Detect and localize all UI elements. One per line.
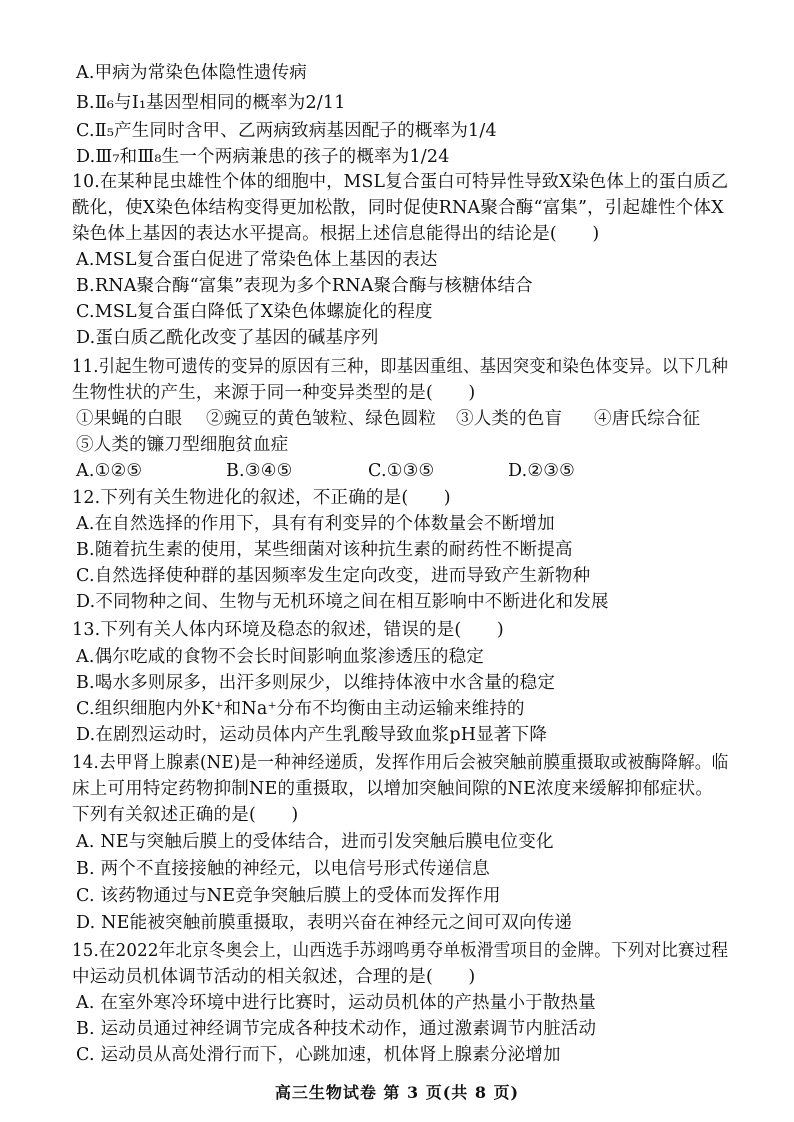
q13-option-d: D.在剧烈运动时，运动员体内产生乳酸导致血浆pH显著下降 — [76, 725, 548, 745]
q12-option-c: C.自然选择使种群的基因频率发生定向改变，进而导致产生新物种 — [76, 566, 591, 586]
q9-option-d: D.Ⅲ₇和Ⅲ₈生一个两病兼患的孩子的概率为1/24 — [76, 147, 450, 167]
q15-option-a: A. 在室外寒冷环境中进行比赛时，运动员机体的产热量小于散热量 — [76, 993, 596, 1013]
q12-option-b: B.随着抗生素的使用，某些细菌对该种抗生素的耐药性不断提高 — [76, 540, 573, 560]
q15-option-c: C. 运动员从高处滑行而下，心跳加速，机体肾上腺素分泌增加 — [76, 1045, 561, 1065]
q15-stem-line-1: 15.在2022年北京冬奥会上，山西选手苏翊鸣勇夺单板滑雪项目的金牌。下列对比赛过程 — [72, 941, 729, 961]
q9-option-a: A.甲病为常染色体隐性遗传病 — [76, 63, 307, 83]
q11-stem-line-1: 11.引起生物可遗传的变异的原因有三种，即基因重组、基因突变和染色体变异。以下几种 — [72, 357, 729, 377]
q14-stem-line-2: 床上可用特定药物抑制NE的重摄取，以增加突触间隙的NE浓度来缓解抑郁症状。 — [72, 779, 714, 799]
q11-option-a: A.①②⑤ — [76, 461, 143, 481]
q10-stem-line-1: 10.在某种昆虫雄性个体的细胞中，MSL复合蛋白可特异性导致X染色体上的蛋白质乙 — [72, 172, 729, 192]
q10-option-a: A.MSL复合蛋白促进了常染色体上基因的表达 — [76, 250, 438, 270]
q9-option-b: B.Ⅱ₆与Ⅰ₁基因型相同的概率为2/11 — [76, 93, 346, 113]
q14-option-b: B. 两个不直接接触的神经元，以电信号形式传递信息 — [76, 859, 490, 879]
q10-option-c: C.MSL复合蛋白降低了X染色体螺旋化的程度 — [76, 302, 433, 322]
q13-option-a: A.偶尔吃咸的食物不会长时间影响血浆渗透压的稳定 — [76, 647, 484, 667]
q13-option-b: B.喝水多则尿多，出汗多则尿少，以维持体液中水含量的稳定 — [76, 673, 556, 693]
q11-item-1: ①果蝇的白眼 — [76, 409, 183, 429]
q11-item-4: ④唐氏综合征 — [594, 409, 701, 429]
page-footer: 高三生物试卷 第 3 页(共 8 页) — [274, 1083, 520, 1102]
q11-option-b: B.③④⑤ — [226, 461, 293, 481]
q14-stem-line-1: 14.去甲肾上腺素(NE)是一种神经递质，发挥作用后会被突触前膜重摄取或被酶降解。临 — [72, 753, 729, 773]
q11-option-d: D.②③⑤ — [508, 461, 576, 481]
q10-option-d: D.蛋白质乙酰化改变了基因的碱基序列 — [76, 328, 379, 348]
q11-option-c: C.①③⑤ — [368, 461, 435, 481]
q10-stem-line-3: 染色体上基因的表达水平提高。根据上述信息能得出的结论是( ) — [72, 224, 600, 244]
q14-stem-line-3: 下列有关叙述正确的是( ) — [72, 805, 299, 825]
q15-stem-line-2: 中运动员机体调节活动的相关叙述，合理的是( ) — [72, 967, 476, 987]
q13-stem: 13.下列有关人体内环境及稳态的叙述，错误的是( ) — [72, 620, 504, 640]
q12-option-a: A.在自然选择的作用下，具有有利变异的个体数量会不断增加 — [76, 514, 555, 534]
q9-option-c: C.Ⅱ₅产生同时含甲、乙两病致病基因配子的概率为1/4 — [76, 121, 497, 141]
q13-option-c: C.组织细胞内外K⁺和Na⁺分布不均衡由主动运输来维持的 — [76, 699, 525, 719]
q10-stem-line-2: 酰化，使X染色体结构变得更加松散，同时促使RNA聚合酶“富集”，引起雄性个体X — [72, 198, 724, 218]
q12-stem: 12.下列有关生物进化的叙述，不正确的是( ) — [72, 488, 451, 508]
q15-option-b: B. 运动员通过神经调节完成各种技术动作，通过激素调节内脏活动 — [76, 1019, 597, 1039]
q11-item-3: ③人类的色盲 — [456, 409, 563, 429]
q11-item-2: ②豌豆的黄色皱粒、绿色圆粒 — [206, 409, 437, 429]
q14-option-c: C. 该药物通过与NE竞争突触后膜上的受体而发挥作用 — [76, 886, 501, 906]
q10-option-b: B.RNA聚合酶“富集”表现为多个RNA聚合酶与核糖体结合 — [76, 276, 533, 296]
q11-stem-line-2: 生物性状的产生，来源于同一种变异类型的是( ) — [72, 383, 476, 403]
q11-item-5: ⑤人类的镰刀型细胞贫血症 — [76, 435, 289, 455]
q14-option-d: D. NE能被突触前膜重摄取，表明兴奋在神经元之间可双向传递 — [76, 913, 573, 933]
q12-option-d: D.不同物种之间、生物与无机环境之间在相互影响中不断进化和发展 — [76, 592, 609, 612]
q14-option-a: A. NE与突触后膜上的受体结合，进而引发突触后膜电位变化 — [76, 832, 554, 852]
